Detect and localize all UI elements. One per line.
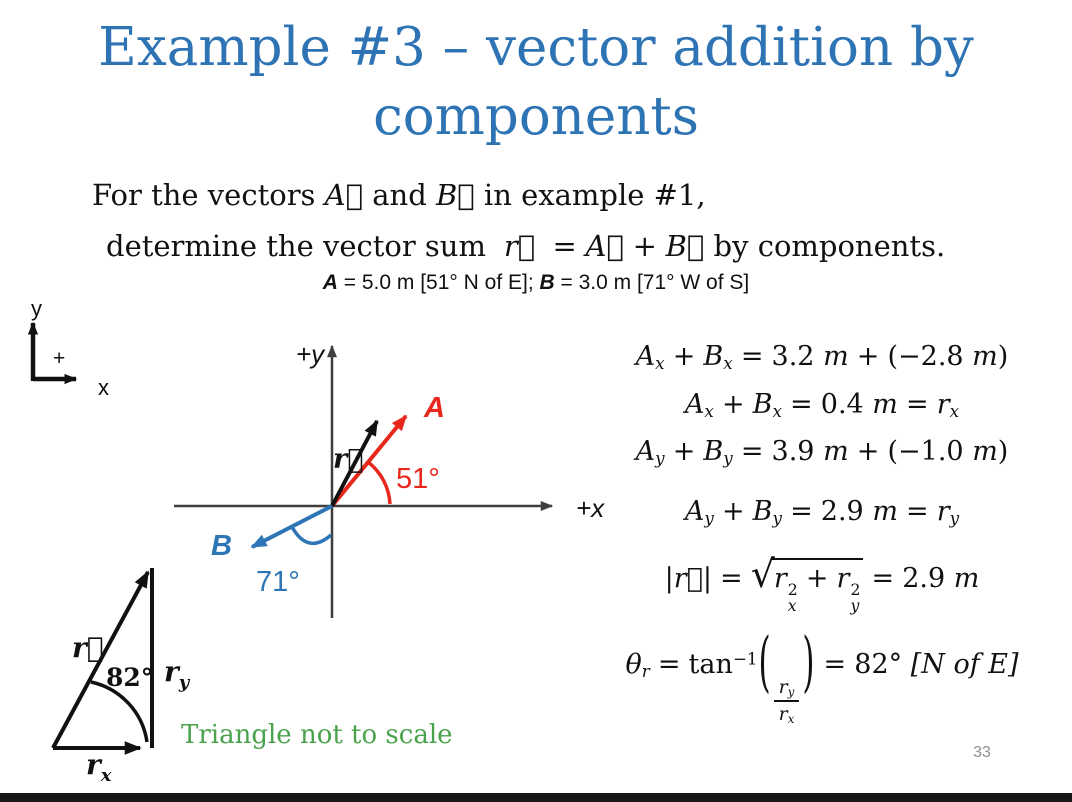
equation-sum-y: Ay + By = 3.9 m + (−1.0 m) [635, 436, 1009, 469]
triangle-r-label: r⃗ [72, 631, 104, 664]
angle-a-value: 51° [396, 463, 440, 495]
icon-plus-sign: + [53, 347, 66, 370]
triangle-angle-label: 82° [106, 663, 154, 692]
plus-x-label: +x [576, 493, 605, 523]
icon-x-label: x [98, 375, 109, 400]
angle-b-value: 71° [256, 566, 300, 598]
equation-magnitude: |r⃗| = √r 2 x + r 2 y = 2.9 m [664, 552, 980, 616]
equation-direction: $\theta r = \tan^{-1}$( $\frac{ry}{rx}$ ) = 82° [N of E] [625, 625, 1019, 726]
slide-title-line2: components [373, 85, 699, 147]
given-values-line: A = 5.0 m [51° N of E]; B = 3.0 m [71° W of S] [322, 271, 750, 294]
angle-b-arc [292, 527, 331, 543]
axes-convention-icon [8, 298, 128, 408]
page-number: 33 [973, 744, 991, 761]
bottom-bar [0, 793, 1072, 802]
equation-sum-x: Ax + Bx = 3.2 m + (−2.8 m) [635, 341, 1009, 374]
equation-ry: Ay + By = 2.9 m = ry [684, 496, 960, 529]
equation-rx: Ax + Bx = 0.4 m = rx [684, 389, 960, 422]
vector-a-label: A [424, 392, 445, 424]
triangle-caption: Triangle not to scale [181, 720, 453, 750]
triangle-ry-label: $r_y$ [164, 655, 190, 693]
slide-title [0, 14, 1072, 152]
angle-a-arc [368, 462, 390, 504]
slide-title-line1: Example #3 – vector addition by [98, 17, 974, 78]
triangle-rx-label: $r_x$ [86, 748, 112, 786]
icon-y-label: y [31, 298, 42, 321]
intro-line-2: determine the vector sum r⃗ = A⃗ + B⃗ by components. [106, 229, 946, 263]
vector-b-label: B [211, 530, 232, 562]
plus-y-label: +y [296, 339, 325, 369]
intro-line-1: For the vectors A⃗ and B⃗ in example #1, [92, 178, 706, 212]
vector-r-label: r⃗ [333, 444, 364, 475]
component-triangle [30, 550, 235, 795]
